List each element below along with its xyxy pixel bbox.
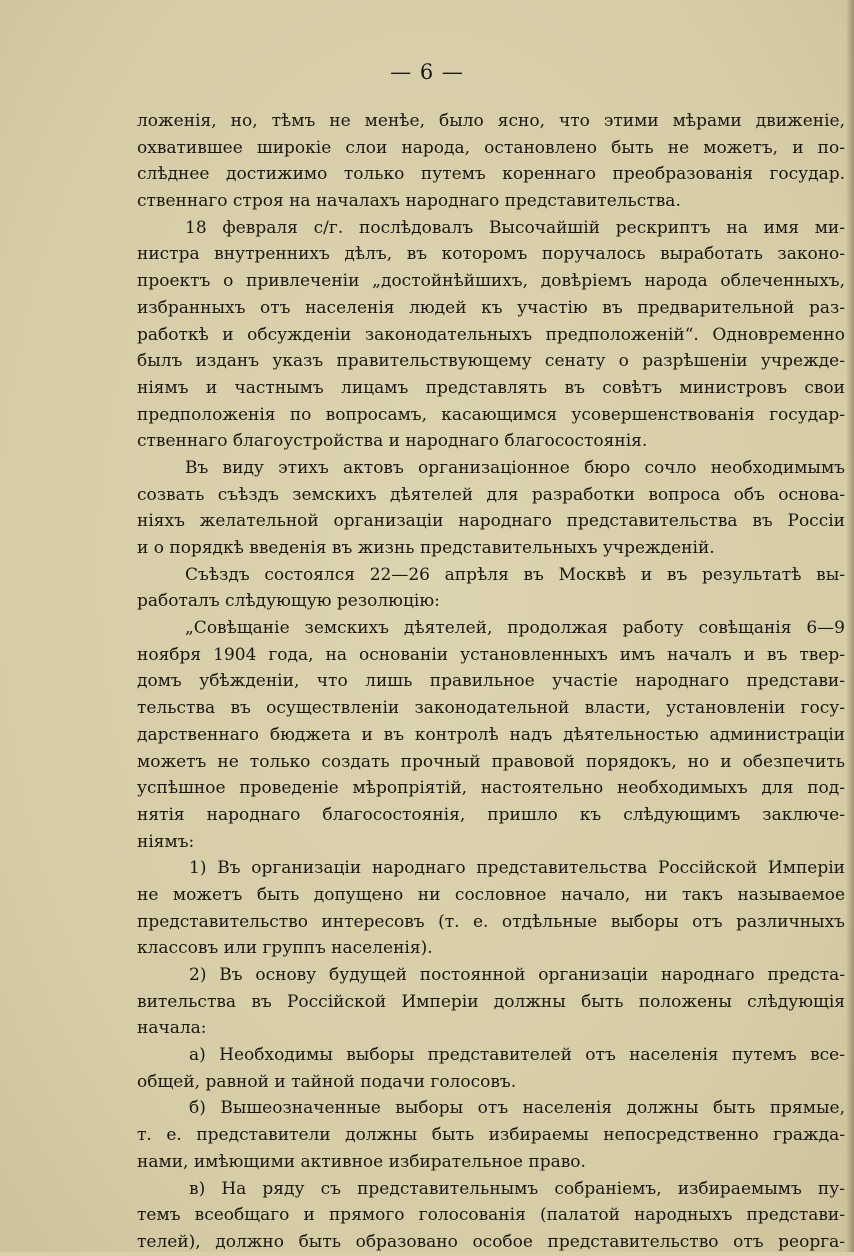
text-line: ственнаго строя на началахъ народнаго представительства. (137, 191, 681, 212)
text-line: а) Необходимы выборы представителей отъ населенія путемъ все- (189, 1045, 845, 1066)
text-line: избранныхъ отъ населенія людей къ участію въ предварительной раз- (137, 297, 845, 318)
text-line: в) На ряду съ представительнымъ собраніемъ, избираемымъ пу- (189, 1178, 845, 1199)
text-line: предположенія по вопросамъ, касающимся усовершенствованія государ- (137, 404, 845, 425)
text-line: ложенія, но, тѣмъ не менѣе, было ясно, что этими мѣрами движеніе, (137, 111, 845, 131)
text-line: Въ виду этихъ актовъ организаціонное бюро сочло необходимымъ (185, 457, 845, 478)
text-line: домъ убѣжденіи, что лишь правильное участіе народнаго представи- (137, 671, 845, 692)
text-line: работкѣ и обсужденіи законодательныхъ предположеній“. Одновременно (137, 324, 845, 345)
text-line: дарственнаго бюджета и въ контролѣ надъ дѣятельностью администраціи (137, 724, 845, 745)
text-line: былъ изданъ указъ правительствующему сенату о разрѣшеніи учрежде- (137, 351, 845, 372)
text-line: можетъ не только создать прочный правовой порядокъ, но и обезпечить (137, 751, 845, 772)
text-line: слѣднее достижимо только путемъ кореннаго преобразованія государ. (137, 164, 845, 185)
text-line: не можетъ быть допущено ни сословное начало, ни такъ называемое (137, 884, 845, 905)
text-line: вительства въ Россійской Имперіи должны быть положены слѣдующія (137, 991, 845, 1012)
text-line: и о порядкѣ введенія въ жизнь представительныхъ учрежденій. (137, 538, 715, 558)
text-line: ственнаго благоустройства и народнаго благосостоянія. (137, 431, 648, 452)
text-line: т. е. представители должны быть избираемы непосредственно гражда- (137, 1125, 845, 1146)
text-line: созвать съѣздъ земскихъ дѣятелей для разработки вопроса объ основа- (137, 484, 845, 505)
text-line: проектъ о привлеченіи „достойнѣйшихъ, довѣріемъ народа облеченныхъ, (137, 271, 845, 292)
text-line: охватившее широкіе слои народа, остановлено быть не можетъ, и по- (137, 137, 845, 158)
text-line: нятія народнаго благосостоянія, пришло къ слѣдующимъ заключе- (137, 804, 845, 825)
text-line: Съѣздъ состоялся 22—26 апрѣля въ Москвѣ и въ результатѣ вы- (185, 564, 845, 585)
text-line: 2) Въ основу будущей постоянной организаціи народнаго предста- (189, 965, 845, 985)
text-line: ніяхъ желательной организаціи народнаго представительства въ Россіи (137, 511, 845, 532)
text-line: начала: (137, 1018, 207, 1039)
text-line: классовъ или группъ населенія). (137, 938, 433, 959)
text-line: „Совѣщаніе земскихъ дѣятелей, продолжая работу совѣщанія 6—9 (185, 618, 845, 639)
page-number: — 6 — (390, 60, 464, 84)
text-line: темъ всеобщаго и прямого голосованія (палатой народныхъ представи- (137, 1205, 845, 1226)
text-line: ніямъ: (137, 831, 195, 852)
text-line: нами, имѣющими активное избирательное право. (137, 1151, 586, 1172)
text-line: 1) Въ организаціи народнаго представительства Россійской Имперіи (189, 858, 845, 879)
text-line: тельства въ осуществленіи законодательной власти, установленіи госу- (137, 698, 845, 719)
text-line: 18 февраля с/г. послѣдовалъ Высочайшій рескриптъ на имя ми- (185, 217, 845, 238)
text-line: успѣшное проведеніе мѣропріятій, настоятельно необходимыхъ для под- (137, 778, 845, 799)
text-line: ніямъ и частнымъ лицамъ представлять въ совѣтъ министровъ свои (137, 377, 845, 398)
text-line: ноября 1904 года, на основаніи установленныхъ имъ началъ и въ твер- (137, 644, 845, 665)
body-text (137, 108, 845, 1256)
text-line: общей, равной и тайной подачи голосовъ. (137, 1071, 517, 1092)
text-line: телей), должно быть образовано особое представительство отъ реорга- (137, 1231, 845, 1252)
text-line: работалъ слѣдующую резолюцію: (137, 591, 440, 612)
text-line: представительство интересовъ (т. е. отдѣльные выборы отъ различныхъ (137, 911, 845, 932)
text-line: нистра внутреннихъ дѣлъ, въ которомъ поручалось выработать законо- (137, 244, 845, 265)
page-edge-shadow (846, 0, 854, 1252)
text-line: б) Вышеозначенные выборы отъ населенія должны быть прямые, (189, 1098, 845, 1119)
